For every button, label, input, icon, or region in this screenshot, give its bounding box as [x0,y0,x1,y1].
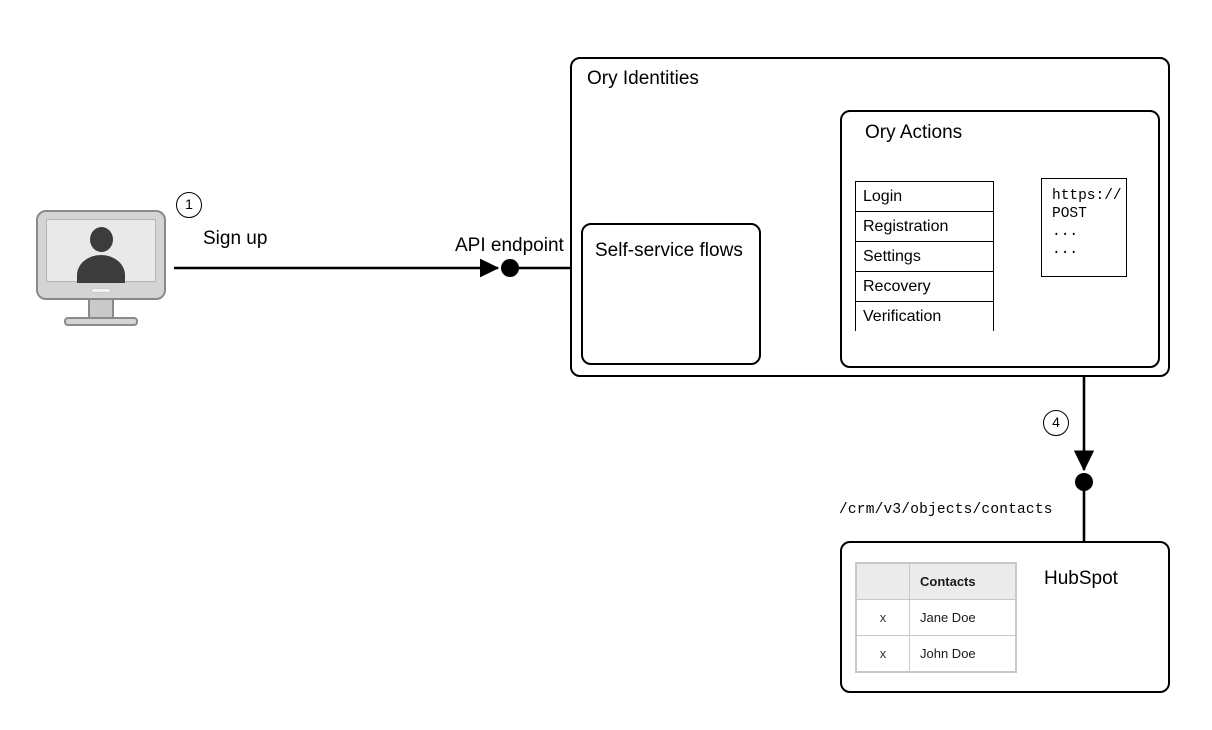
sign-up-label: Sign up [203,228,268,249]
code-line-2: POST [1052,206,1087,222]
hubspot-title: HubSpot [1044,568,1118,589]
table-cell-name: Jane Doe [910,600,1016,636]
step-circle-1: 1 [176,192,202,218]
flow-item-login[interactable]: Login [856,182,993,212]
hubspot-contacts-table [855,562,1017,673]
ory-identities-title: Ory Identities [587,68,699,89]
table-cell-tick: x [857,600,910,636]
table-cell-name: John Doe [910,636,1016,672]
flow-item-registration[interactable]: Registration [856,212,993,242]
table-header-contacts: Contacts [910,564,1016,600]
ory-actions-title: Ory Actions [865,122,963,143]
flow-item-verification[interactable]: Verification [856,302,993,332]
webhook-code-card [1041,178,1127,277]
code-line-4: ... [1052,242,1079,258]
code-line-1: https:// [1052,188,1122,204]
code-line-3: ... [1052,224,1079,240]
step-circle-4: 4 [1043,410,1069,436]
flow-item-settings[interactable]: Settings [856,242,993,272]
user-monitor-icon [36,210,166,325]
api-endpoint-label: API endpoint [455,235,564,256]
table-cell-tick: x [857,636,910,672]
self-service-flows-label: Self-service flows [595,240,743,261]
table-header-row [857,564,1016,600]
table-header-tick [857,564,910,600]
table-row[interactable] [857,600,1016,636]
crm-path-label: /crm/v3/objects/contacts [839,502,1053,518]
flow-item-recovery[interactable]: Recovery [856,272,993,302]
ory-actions-flow-list [855,181,994,331]
table-row[interactable] [857,636,1016,672]
